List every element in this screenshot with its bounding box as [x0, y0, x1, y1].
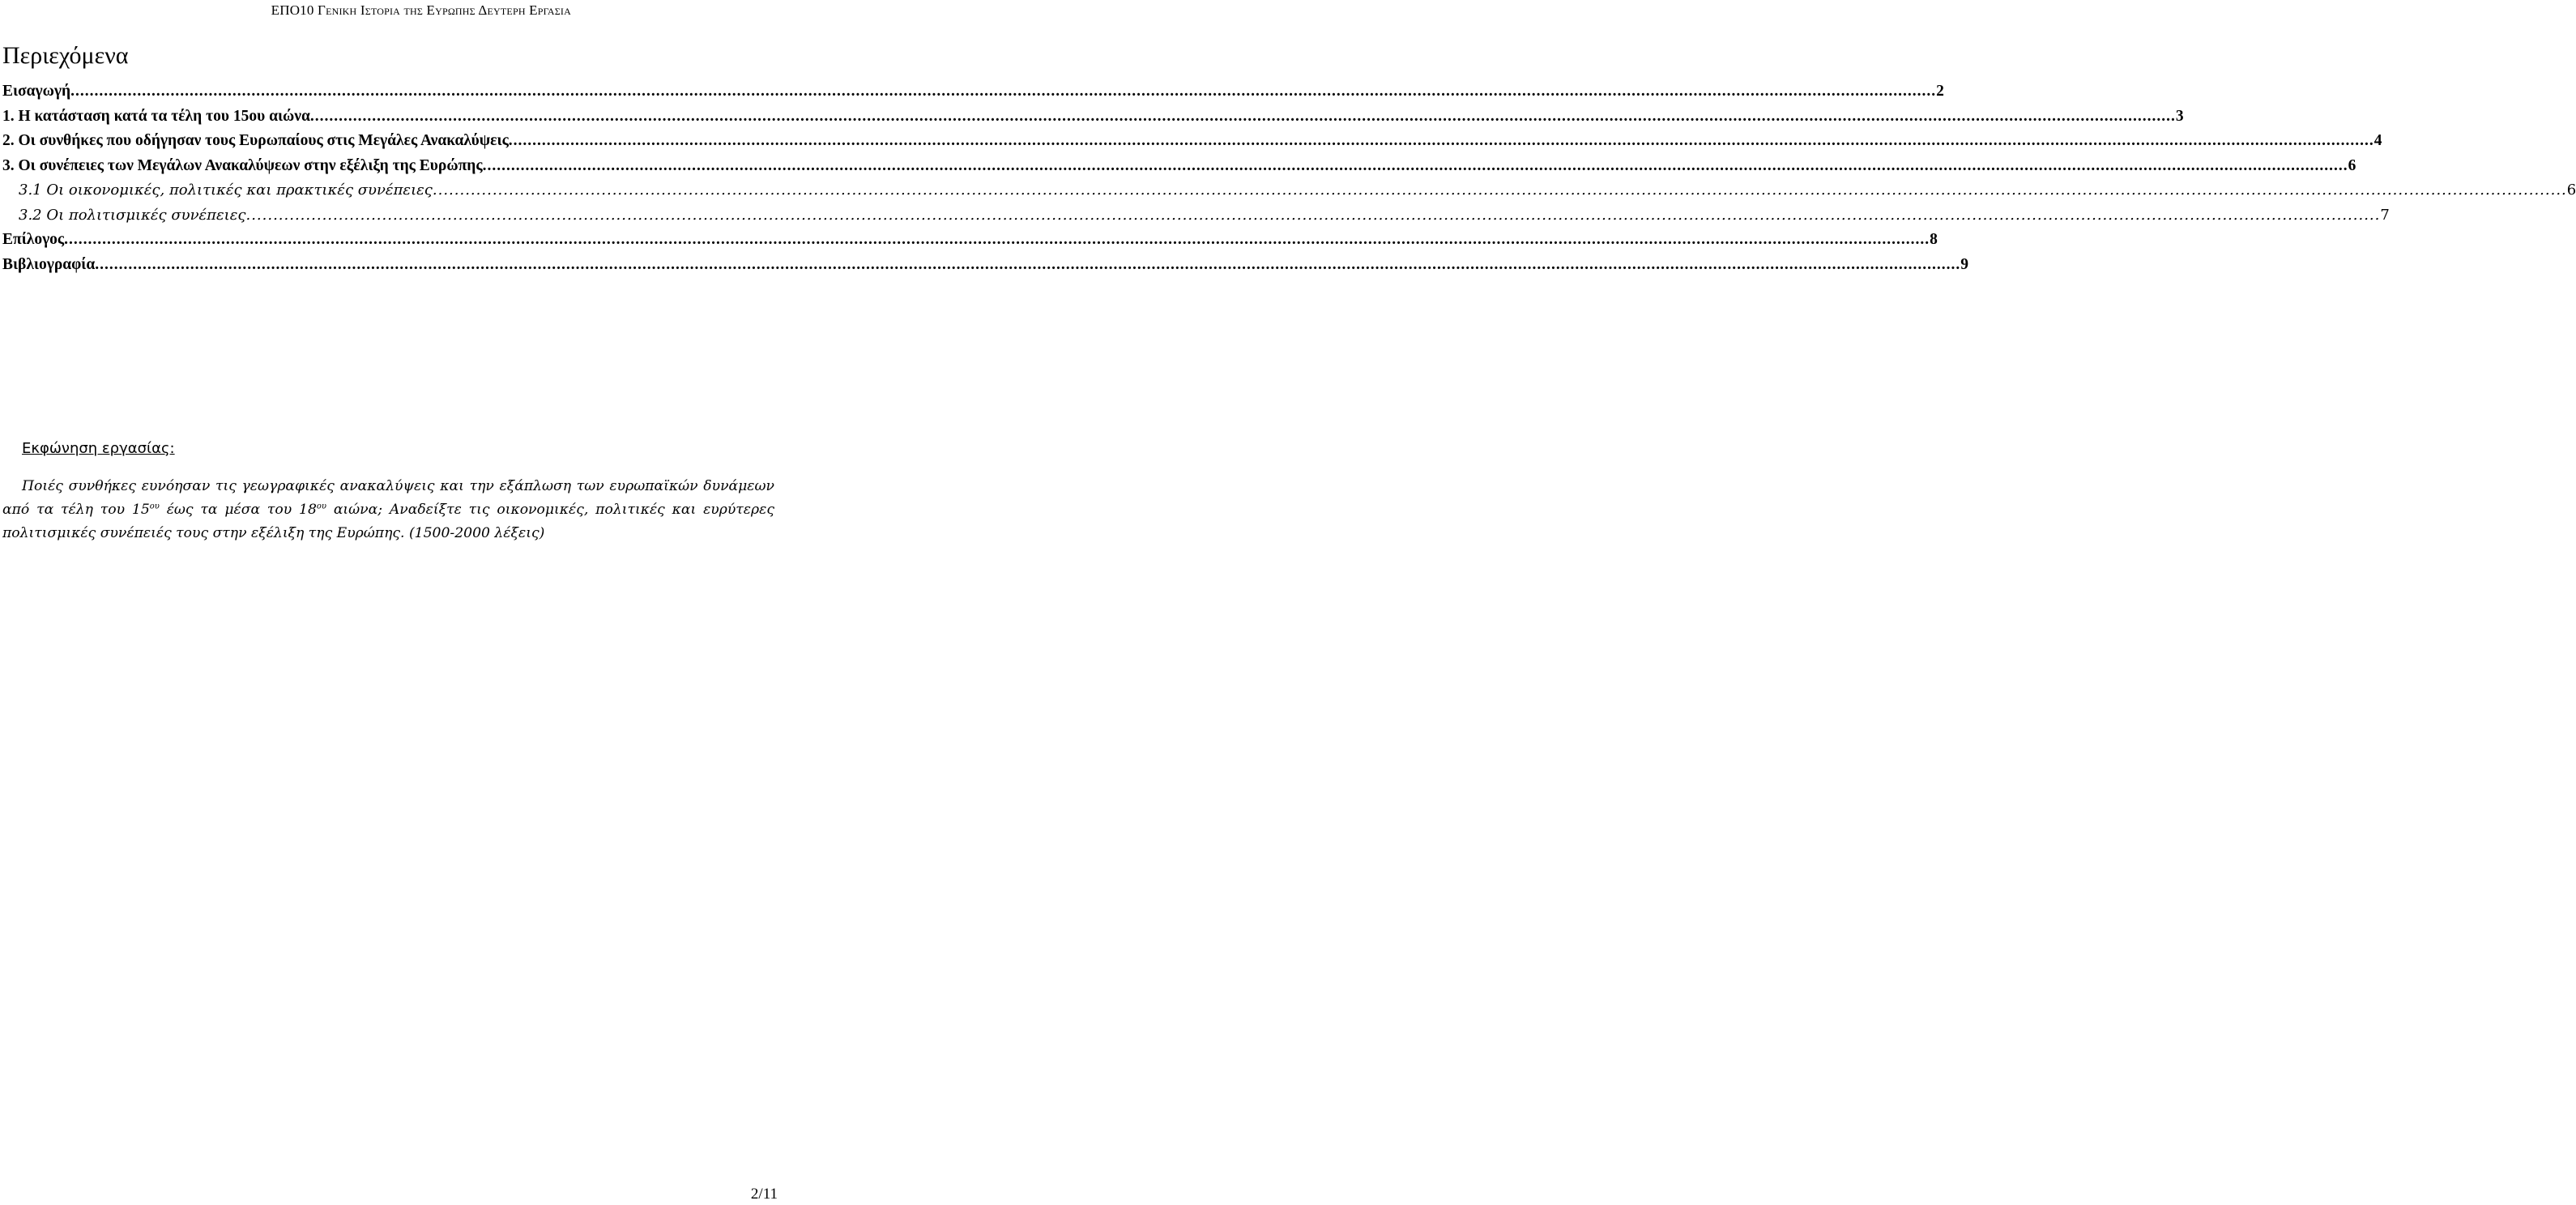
assignment-text-part: Ποιές συνθήκες ευνόησαν τις γεωγραφικές ανακαλύψεις και την εξάπλωση των ευρωπαϊκών δυνάμεων από τα τέλη του 15	[2, 478, 774, 518]
toc-entry-label: Επίλογος	[2, 231, 65, 248]
ordinal-superscript: ου	[149, 502, 160, 511]
ordinal-superscript: ου	[316, 502, 326, 511]
toc-entry-introduction[interactable]	[2, 83, 1944, 108]
page-header	[271, 2, 571, 19]
toc-dot-leader	[509, 132, 2374, 150]
toc-entry-page: 4	[2373, 132, 2382, 149]
toc-entry-label: 2. Οι συνθήκες που οδήγησαν τους Ευρωπαίους στις Μεγάλες Ανακαλύψεις	[2, 132, 509, 149]
toc-entry-page: 2	[1936, 83, 1944, 100]
header-title: Γενικη Ιστορια της Ευρωπης Δευτερη Εργασια	[318, 2, 571, 18]
toc-entry-label: 3. Οι συνέπειες των Μεγάλων Ανακαλύψεων στην εξέλιξη της Ευρώπης	[2, 156, 483, 174]
toc-dot-leader	[64, 231, 1930, 249]
toc-entry-section-3-2[interactable]	[2, 206, 2390, 232]
toc-title: Περιεχόμενα	[2, 42, 129, 69]
toc-dot-leader	[483, 157, 2348, 175]
toc-entry-page: 7	[2380, 206, 2390, 224]
page-number: 2/11	[750, 1186, 778, 1203]
toc-entry-label: Εισαγωγή	[2, 83, 71, 100]
toc-entry-chapter-3[interactable]	[2, 156, 2356, 182]
toc-dot-leader	[310, 108, 2176, 126]
toc-entry-chapter-1[interactable]	[2, 107, 2184, 133]
toc-dot-leader	[433, 182, 2567, 199]
toc-entry-page: 9	[1960, 255, 1968, 273]
toc-entry-label: 3.2 Οι πολιτισμικές συνέπειες	[19, 206, 246, 224]
header-course-code: ΕΠΟ10	[271, 2, 314, 18]
toc-dot-leader	[95, 256, 1960, 274]
table-of-contents	[2, 83, 2576, 280]
toc-entry-label: Βιβλιογραφία	[2, 255, 96, 273]
toc-entry-section-3-1[interactable]	[2, 182, 2576, 207]
toc-entry-label: 1. Η κατάσταση κατά τα τέλη του 15ου αιώνα	[2, 107, 310, 125]
toc-entry-page: 3	[2175, 107, 2184, 125]
toc-dot-leader	[70, 83, 1936, 100]
toc-entry-bibliography[interactable]	[2, 255, 1968, 281]
toc-entry-epilogue[interactable]	[2, 231, 1938, 256]
toc-entry-chapter-2[interactable]	[2, 132, 2382, 157]
toc-dot-leader	[245, 207, 2380, 224]
toc-entry-label: 3.1 Οι οικονομικές, πολιτικές και πρακτικές συνέπειες	[19, 182, 433, 199]
assignment-section	[2, 440, 774, 545]
toc-entry-page: 6	[2348, 156, 2356, 174]
toc-entry-page: 8	[1930, 231, 1938, 248]
assignment-text-part: αιώνα; Αναδείξτε τις οικονομικές, πολιτικές και ευρύτερες πολιτισμικές συνέπειές τους στην εξέλιξη της Ευρώπης. (1500-2000 λέξεις)	[2, 502, 774, 541]
assignment-heading: Εκφώνηση εργασίας:	[22, 440, 175, 457]
assignment-text	[2, 475, 774, 545]
toc-entry-page: 6	[2566, 182, 2576, 199]
assignment-text-part: έως τα μέσα του 18	[159, 502, 317, 518]
